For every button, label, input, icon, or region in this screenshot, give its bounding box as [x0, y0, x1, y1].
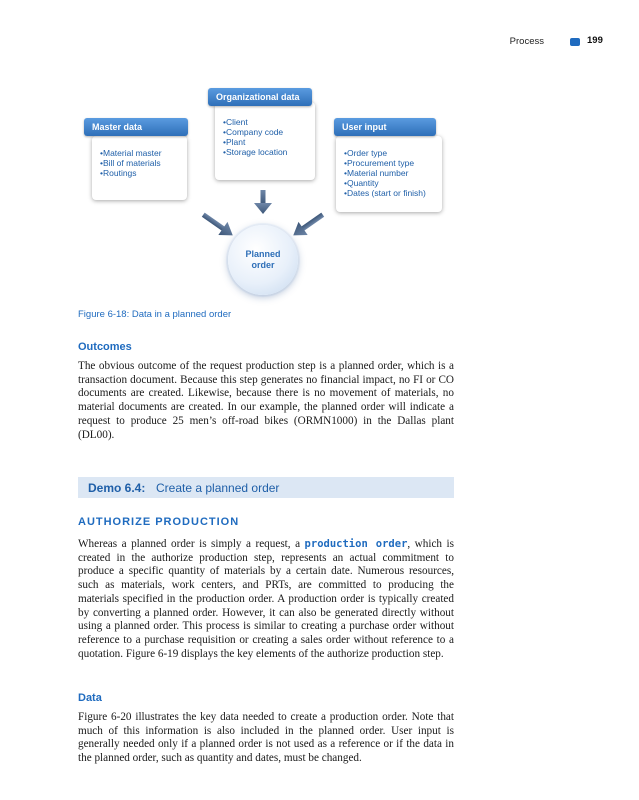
- list-item: • Dates (start or finish): [344, 188, 426, 198]
- demo-box: [78, 477, 454, 498]
- figure-planned-order-data: [78, 80, 458, 305]
- list-item: • Plant: [223, 137, 287, 147]
- authorize-production-heading: AUTHORIZE PRODUCTION: [78, 516, 240, 528]
- header-marker: [570, 38, 580, 46]
- master-data-header: Master data: [84, 118, 188, 136]
- planned-order-line2: order: [251, 260, 275, 270]
- list-item: • Client: [223, 117, 287, 127]
- page-number: 199: [587, 35, 603, 46]
- list-item: • Order type: [344, 148, 426, 158]
- list-item: • Bill of materials: [100, 158, 162, 168]
- authorize-paragraph: [78, 538, 454, 661]
- outcomes-heading: Outcomes: [78, 341, 132, 353]
- production-order-term: production order: [304, 538, 408, 550]
- data-paragraph: Figure 6-20 illustrates the key data needed to create a production order. Note that much of this information is also included in the planned order. User input is generally needed only if a planned order is not used as a reference or if the data in the planned order, such as quantity and dates, must be changed.: [78, 711, 454, 765]
- arrow-down-left-icon: [289, 208, 328, 242]
- list-item: • Routings: [100, 168, 162, 178]
- list-item: • Procurement type: [344, 158, 426, 168]
- arrow-down-right-icon: [199, 208, 238, 242]
- user-input-header: User input: [334, 118, 436, 136]
- list-item: • Storage location: [223, 147, 287, 157]
- list-item: • Company code: [223, 127, 287, 137]
- outcomes-paragraph: The obvious outcome of the request production step is a planned order, which is a transaction document. Because this step generates no financial impact, no FI or CO documents are created. Likewise, because there is no movement of materials, no material documents are created. In our example, the planned order will indicate a request to produce 25 men’s off-road bikes (ORMN1000) in the Dallas plant (DL00).: [78, 360, 454, 441]
- authorize-text-after: , which is created in the authorize production step, represents an actual commitment to produce a specific quantity of materials by a certain date. Numerous resources, such as materials, work centers, and PRTs, are committed to producing the materials specified in the production order. A production order is typically created by converting a planned order. However, it can also be generated directly without using a planned order. This process is similar to creating a purchase order without reference to a purchase requisition or creating a sales order without reference to a quotation. Figure 6-19 displays the key elements of the authorize production step.: [78, 538, 454, 660]
- demo-title: Create a planned order: [156, 481, 280, 495]
- figure-caption: Figure 6-18: Data in a planned order: [78, 309, 232, 320]
- running-header-section: Process: [509, 36, 544, 47]
- arrow-down-icon: [254, 190, 272, 214]
- planned-order-circle: [228, 225, 298, 295]
- data-heading: Data: [78, 692, 102, 704]
- list-item: • Material master: [100, 148, 162, 158]
- demo-label: Demo 6.4:: [88, 481, 146, 495]
- organizational-data-header: Organizational data: [208, 88, 312, 106]
- list-item: • Quantity: [344, 178, 426, 188]
- planned-order-line1: Planned: [245, 249, 281, 259]
- authorize-text-before: Whereas a planned order is simply a request, a: [78, 538, 305, 550]
- list-item: • Material number: [344, 168, 426, 178]
